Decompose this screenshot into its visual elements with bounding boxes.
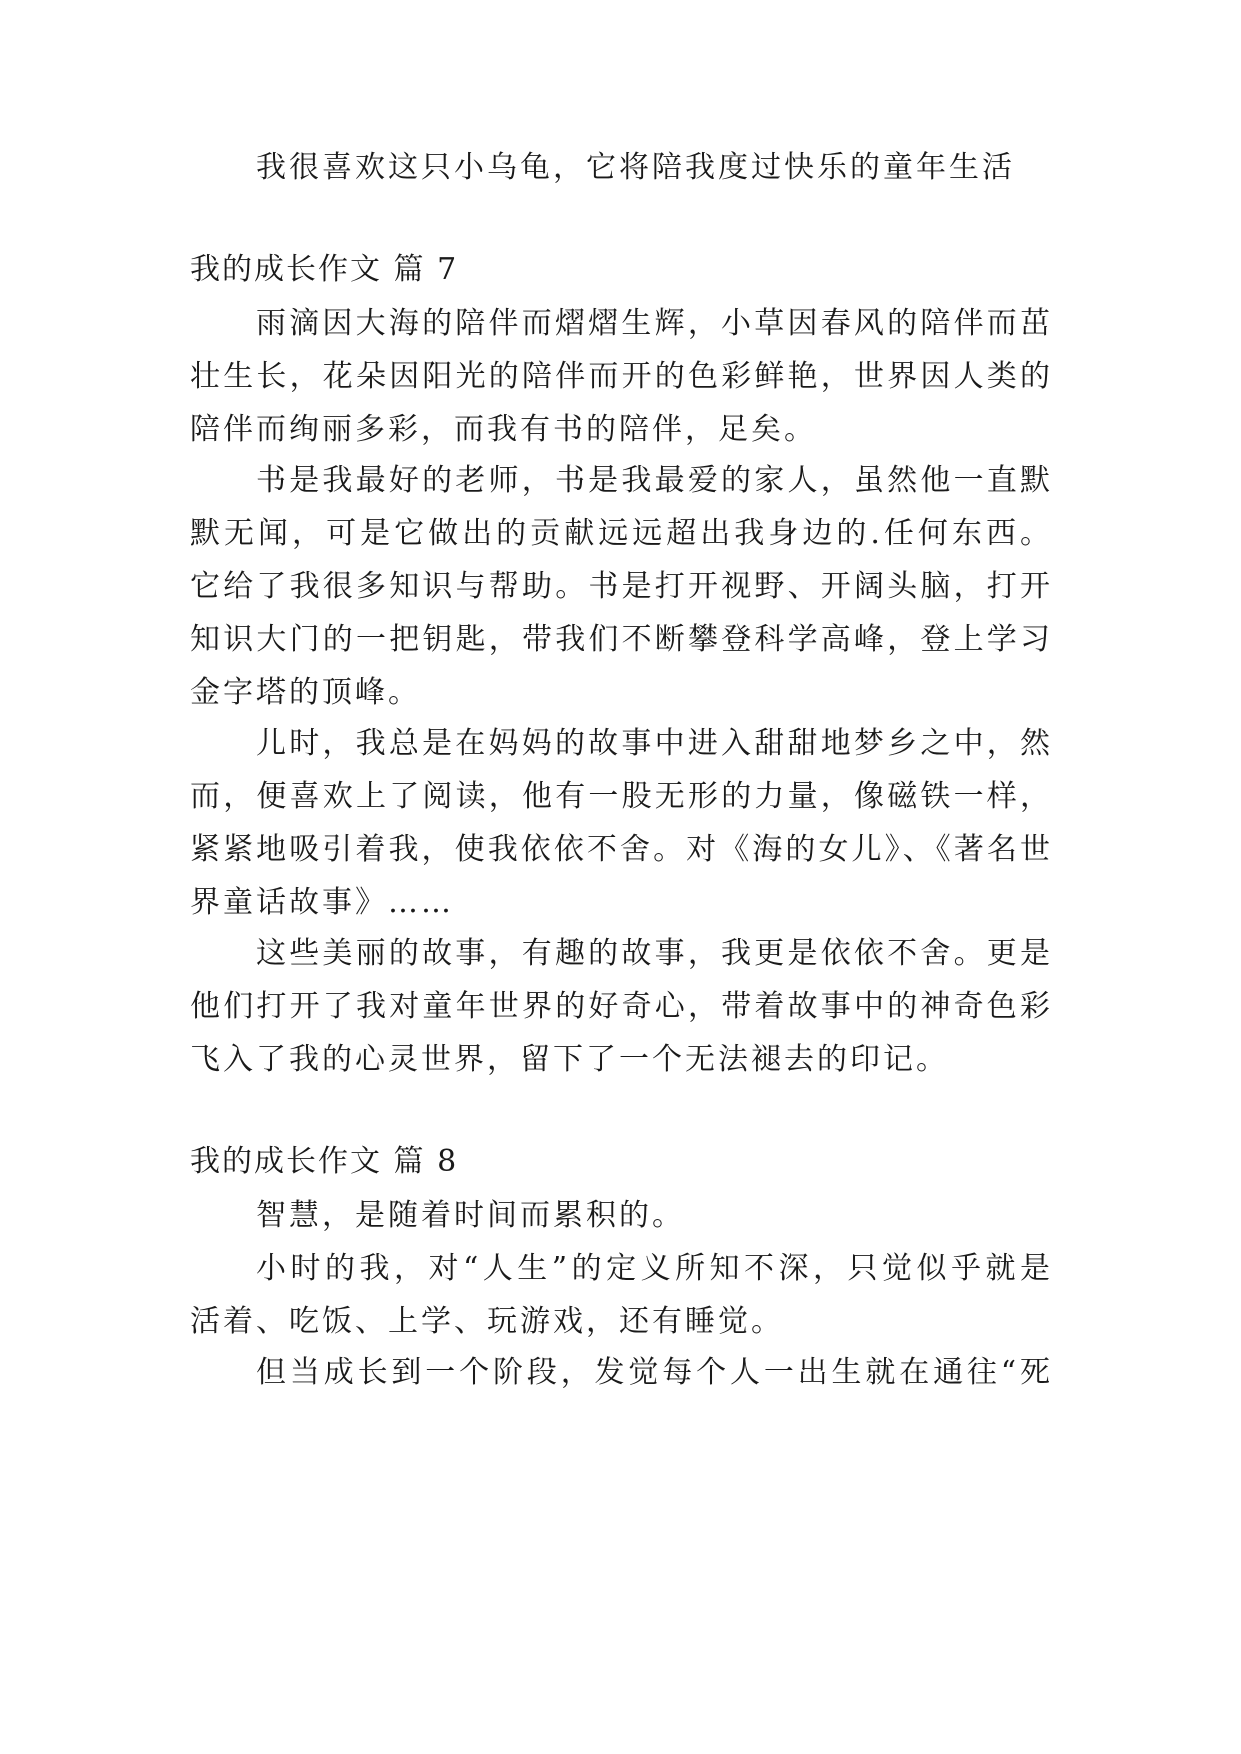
paragraph-line: 飞入了我的心灵世界，留下了一个无法褪去的印记。 (190, 1042, 949, 1077)
paragraph-line: 活着、吃饭、上学、玩游戏，还有睡觉。 (190, 1304, 784, 1339)
section-heading-7: 我的成长作文 篇 7 (190, 252, 459, 287)
paragraph-line: 紧紧地吸引着我，使我依依不舍。对《海的女儿》、《著名世 (190, 832, 1050, 867)
paragraph-line: 我很喜欢这只小乌龟，它将陪我度过快乐的童年生活 (256, 150, 1015, 185)
section-heading-8: 我的成长作文 篇 8 (190, 1144, 459, 1179)
paragraph-line: 而，便喜欢上了阅读，他有一股无形的力量，像磁铁一样， (190, 779, 1050, 814)
paragraph-line: 他们打开了我对童年世界的好奇心，带着故事中的神奇色彩 (190, 989, 1050, 1024)
paragraph-line: 陪伴而绚丽多彩，而我有书的陪伴，足矣。 (190, 412, 817, 447)
paragraph-line: 界童话故事》…… (190, 885, 454, 920)
paragraph-line: 但当成长到一个阶段，发觉每个人一出生就在通往“死 (256, 1355, 1050, 1390)
paragraph-line: 这些美丽的故事，有趣的故事，我更是依依不舍。更是 (256, 936, 1050, 971)
paragraph-line: 书是我最好的老师，书是我最爱的家人，虽然他一直默 (256, 463, 1050, 498)
paragraph-line: 智慧，是随着时间而累积的。 (256, 1198, 685, 1233)
paragraph-line: 默无闻，可是它做出的贡献远远超出我身边的.任何东西。 (190, 516, 1050, 551)
paragraph-line: 儿时，我总是在妈妈的故事中进入甜甜地梦乡之中，然 (256, 726, 1050, 761)
paragraph-line: 金字塔的顶峰。 (190, 675, 421, 710)
paragraph-line: 它给了我很多知识与帮助。书是打开视野、开阔头脑，打开 (190, 569, 1050, 604)
paragraph-line: 壮生长，花朵因阳光的陪伴而开的色彩鲜艳，世界因人类的 (190, 359, 1050, 394)
paragraph-line: 小时的我，对“人生”的定义所知不深，只觉似乎就是 (256, 1251, 1050, 1286)
paragraph-line: 知识大门的一把钥匙，带我们不断攀登科学高峰，登上学习 (190, 622, 1050, 657)
paragraph-line: 雨滴因大海的陪伴而熠熠生辉，小草因春风的陪伴而茁 (256, 306, 1050, 341)
